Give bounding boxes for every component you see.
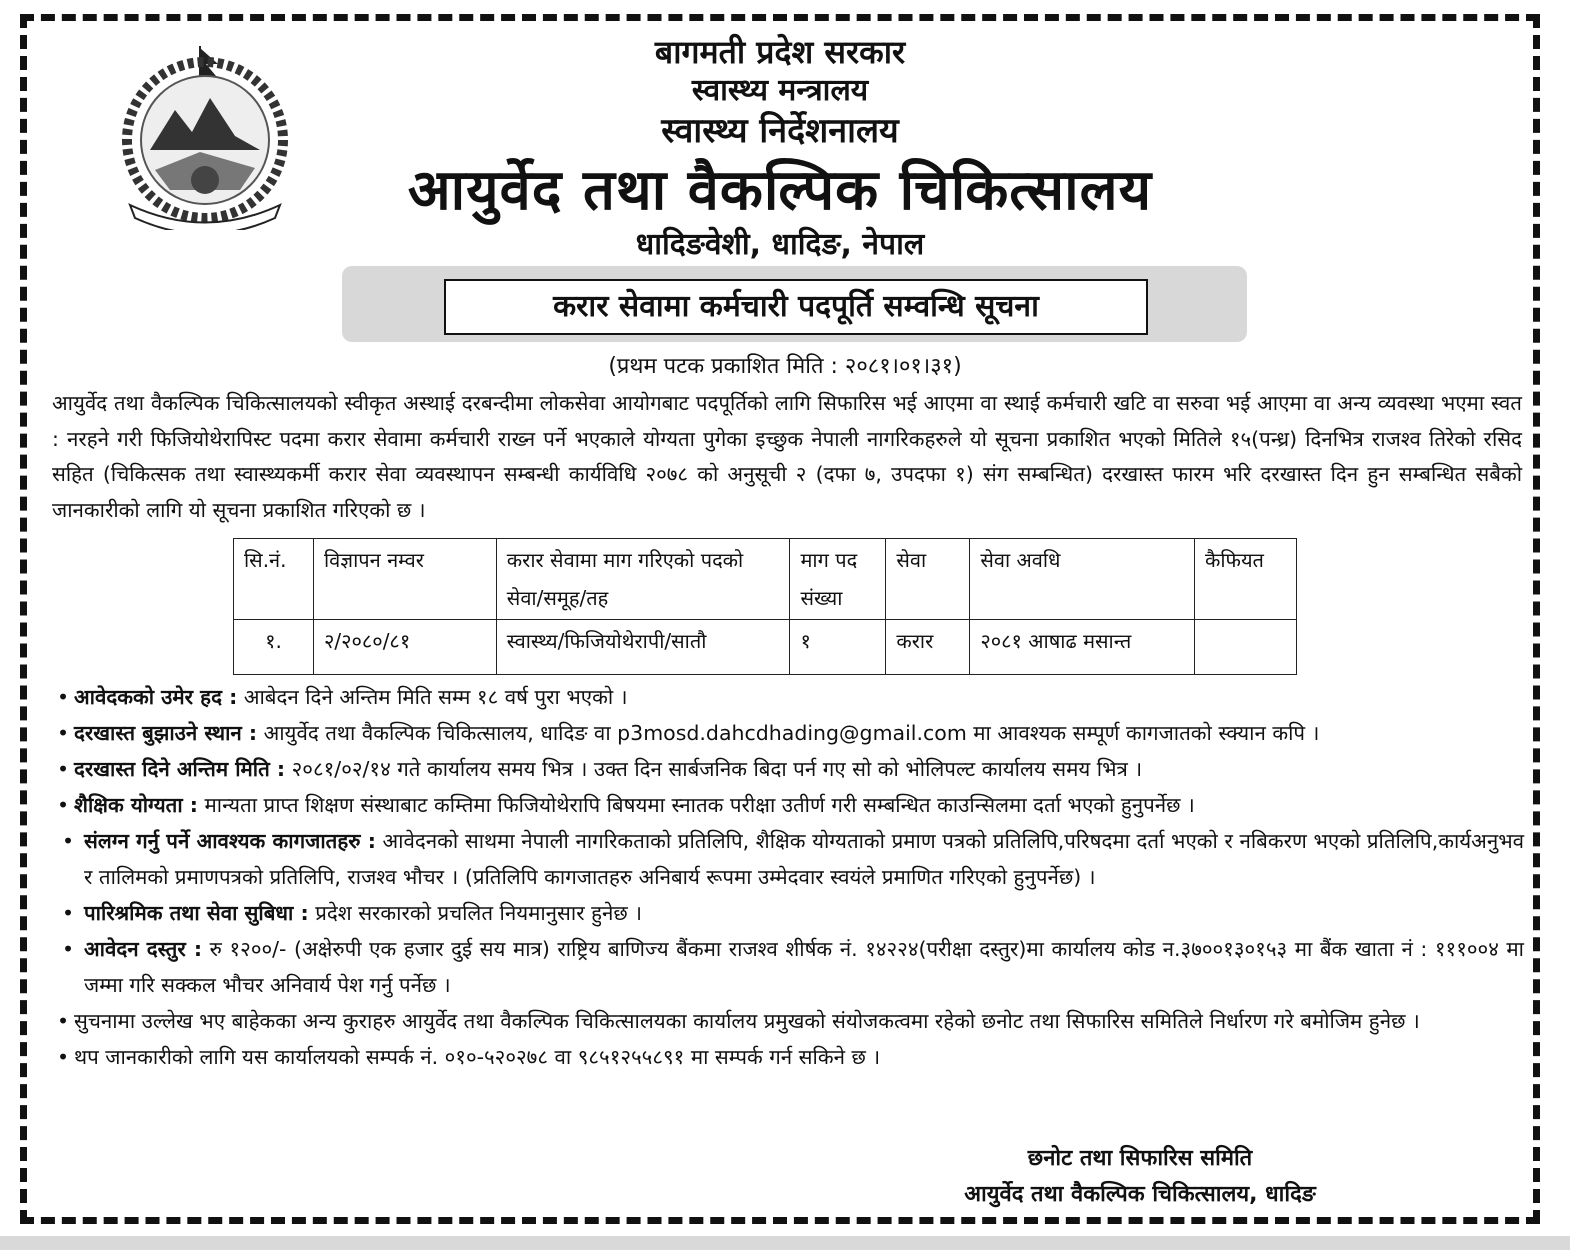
hospital-name: आयुर्वेद तथा वैकल्पिक चिकित्सालय xyxy=(407,158,1153,223)
cell-serial: १. xyxy=(234,620,314,675)
cell-remarks xyxy=(1194,620,1296,675)
item-label: संलग्न गर्नु पर्ने आवश्यक कागजातहरु : xyxy=(84,829,376,853)
item-text: रु १२००/- (अक्षेरुपी एक हजार दुई सय मात्र) राष्ट्रिय बाणिज्य बैंकमा राजश्व शीर्षक नं. १४२२४(परीक्षा दस्तुर)मा कार्यालय कोड न.३७००१३०१५३ मा बैंक खाता नं : १११००४ मा जम्मा गरि सक्कल भौचर अनिवार्य पेश गर्नु पर्नेछ । xyxy=(84,937,1524,997)
top-edge xyxy=(0,0,1570,8)
item-label: शैक्षिक योग्यता : xyxy=(74,793,199,817)
notice-title: करार सेवामा कर्मचारी पदपूर्ति सम्वन्धि सूचना xyxy=(444,279,1148,335)
list-item xyxy=(52,715,1524,751)
item-text: प्रदेश सरकारको प्रचलित नियमानुसार हुनेछ । xyxy=(308,901,643,925)
item-text: सुचनामा उल्लेख भए बाहेकका अन्य कुराहरु आयुर्वेद तथा वैकल्पिक चिकित्सालयका कार्यालय प्रमुखको संयोजकत्वमा रहेको छनोट तथा सिफारिस समितिले निर्धारण गरे बमोजिम हुनेछ । xyxy=(74,1009,1420,1033)
bullet-icon: • xyxy=(56,1009,70,1033)
vacancy-table xyxy=(233,538,1297,675)
header-serial: सि.नं. xyxy=(234,539,314,620)
list-item xyxy=(52,823,1524,895)
header-service: सेवा xyxy=(886,539,970,620)
bullet-icon: • xyxy=(61,937,75,961)
item-text: आबेदन दिने अन्तिम मिति सम्म १८ वर्ष पुरा भएको । xyxy=(237,685,628,709)
bullet-icon: • xyxy=(56,721,70,745)
committee-name: छनोट तथा सिफारिस समिति xyxy=(1027,1146,1253,1171)
nepal-emblem-icon xyxy=(100,40,310,230)
item-text: २०८१/०२/१४ गते कार्यालय समय भित्र । उक्त दिन सार्बजनिक बिदा पर्न गए सो को भोलिपल्ट कार्यालय समय भित्र । xyxy=(285,757,1143,781)
item-label: आवेदन दस्तुर : xyxy=(84,937,203,961)
list-item xyxy=(52,895,1524,931)
list-item xyxy=(52,679,1524,715)
list-item xyxy=(52,787,1524,823)
intro-paragraph: आयुर्वेद तथा वैकल्पिक चिकित्सालयको स्वीकृत अस्थाई दरबन्दीमा लोकसेवा आयोगबाट पदपूर्तिको लागि सिफारिस भई आएमा वा स्थाई कर्मचारी खटि वा सरुवा भई आएमा वा अन्य व्यवस्था भएमा स्वत : नरहने गरी फिजियोथेरापिस्ट पदमा करार सेवामा कर्मचारी राख्न पर्ने भएकाले योग्यता पुगेका इच्छुक नेपाली नागरिकहरुले यो सूचना प्रकाशित भएको मितिले १५(पन्ध्र) दिनभित्र राजश्व तिरेको रसिद सहित (चिकित्सक तथा स्वास्थ्यकर्मी करार सेवा व्यवस्थापन सम्बन्धी कार्यविधि २०७८ को अनुसूची २ (दफा ७, उपदफा १) संग सम्बन्धित) दरखास्त फारम भरि दरखास्त दिन हुन सम्बन्धित सबैको जानकारीको लागि यो सूचना प्रकाशित गरिएको छ । xyxy=(52,391,1522,522)
header-duration: सेवा अवधि xyxy=(970,539,1195,620)
header-post: करार सेवामा माग गरिएको पदको सेवा/समूह/तह xyxy=(496,539,790,620)
item-text: आवेदनको साथमा नेपाली नागरिकताको प्रतिलिपि, शैक्षिक योग्यताको प्रमाण पत्रको प्रतिलिपि,परिषदमा दर्ता भएको र नबिकरण भएको प्रतिलिपि,कार्यअनुभव र तालिमको प्रमाणपत्रको प्रतिलिपि, राजश्व भौचर । (प्रतिलिपि कागजातहरु अनिबार्य रूपमा उम्मेदवार स्वयंले प्रमाणित गरिएको हुनुपर्नेछ) । xyxy=(84,829,1525,889)
bullet-icon: • xyxy=(56,685,70,709)
item-text: थप जानकारीको लागि यस कार्यालयको सम्पर्क नं. ०१०-५२०२७८ वा ९८५१२५५८९१ मा सम्पर्क गर्न सकिने छ । xyxy=(74,1045,881,1069)
cell-count: १ xyxy=(790,620,886,675)
office-signature: आयुर्वेद तथा वैकल्पिक चिकित्सालय, धादिङ xyxy=(964,1182,1316,1207)
cell-service: करार xyxy=(886,620,970,675)
header-ad-number: विज्ञापन नम्वर xyxy=(313,539,496,620)
directorate-name: स्वास्थ्य निर्देशनालय xyxy=(661,111,899,151)
province-government: बागमती प्रदेश सरकार xyxy=(654,33,906,71)
header-count: माग पद संख्या xyxy=(790,539,886,620)
item-text: मान्यता प्राप्त शिक्षण संस्थाबाट कम्तिमा फिजियोथेरापि बिषयमा स्नातक परीक्षा उतीर्ण गरी सम्बन्धित काउन्सिलमा दर्ता भएको हुनुपर्नेछ । xyxy=(198,793,1195,817)
table-row xyxy=(234,620,1297,675)
bullet-icon: • xyxy=(61,829,75,853)
header-remarks: कैफियत xyxy=(1194,539,1296,620)
list-item xyxy=(52,1039,1524,1075)
item-text: आयुर्वेद तथा वैकल्पिक चिकित्सालय, धादिङ वा p3mosd.dahcdhading@gmail.com मा आवश्यक सम्पूर्ण कागजातको स्क्यान कपि । xyxy=(257,721,1320,745)
cell-ad-number: २/२०८०/८१ xyxy=(313,620,496,675)
list-item xyxy=(52,1003,1524,1039)
list-item xyxy=(52,931,1524,1003)
item-label: पारिश्रमिक तथा सेवा सुबिधा : xyxy=(84,901,309,925)
hospital-address: धादिङवेशी, धादिङ, नेपाल xyxy=(635,227,925,262)
bottom-strip xyxy=(0,1236,1570,1250)
item-label: आवेदकको उमेर हद : xyxy=(74,685,238,709)
bullet-icon: • xyxy=(56,757,70,781)
table-header-row xyxy=(234,539,1297,620)
bullet-icon: • xyxy=(56,793,70,817)
conditions-list xyxy=(52,679,1524,1075)
bullet-icon: • xyxy=(61,901,75,925)
item-label: दरखास्त दिने अन्तिम मिति : xyxy=(74,757,286,781)
cell-duration: २०८१ आषाढ मसान्त xyxy=(970,620,1195,675)
ministry-name: स्वास्थ्य मन्त्रालय xyxy=(691,73,869,108)
publication-date: (प्रथम पटक प्रकाशित मिति : २०८१।०१।३१) xyxy=(608,354,962,379)
cell-post: स्वास्थ्य/फिजियोथेरापी/सातौ xyxy=(496,620,790,675)
item-label: दरखास्त बुझाउने स्थान : xyxy=(74,721,258,745)
list-item xyxy=(52,751,1524,787)
bullet-icon: • xyxy=(56,1045,70,1069)
